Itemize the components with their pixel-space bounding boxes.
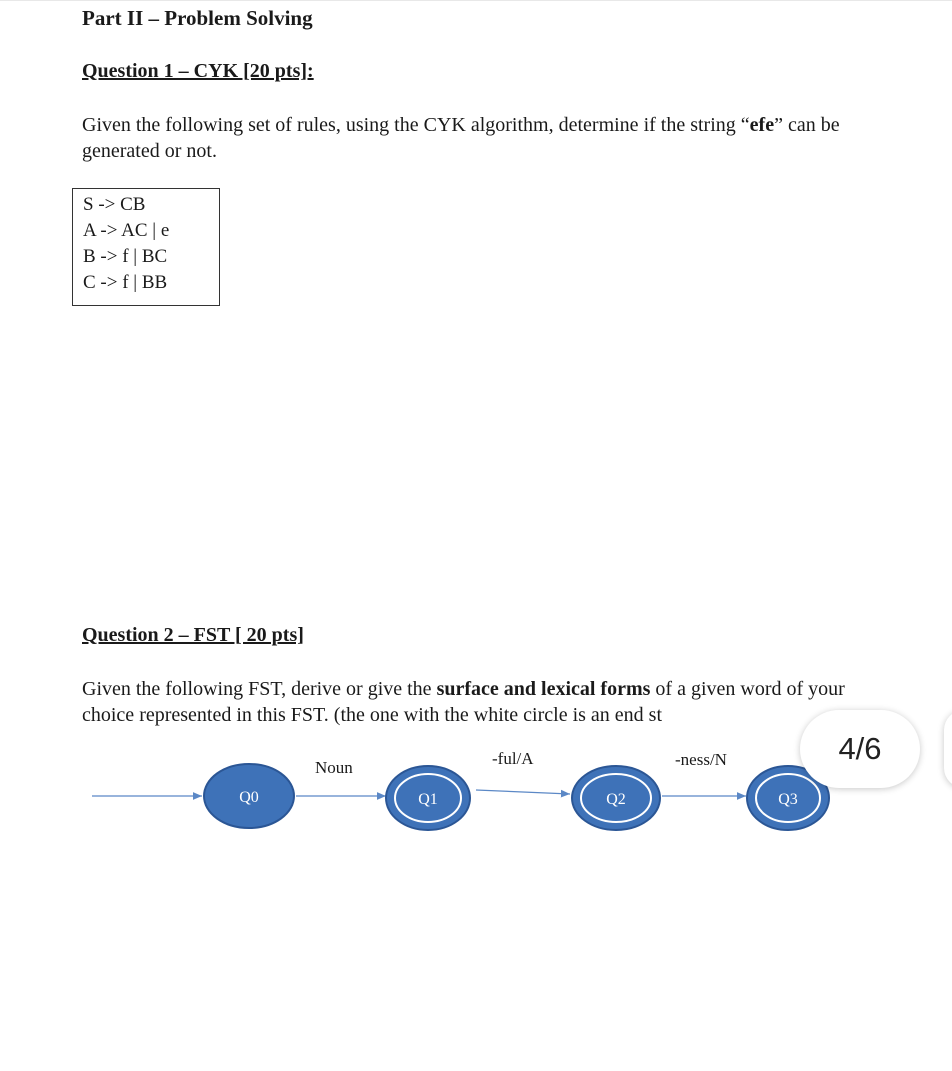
top-divider: [0, 0, 952, 1]
grammar-rule: C -> f | BB: [83, 272, 168, 293]
grammar-rule: S -> CB: [83, 194, 146, 215]
question-2-title: Question 2 – FST [ 20 pts]: [82, 624, 304, 646]
grammar-rule: A -> AC | e: [83, 220, 170, 241]
transition-label-ness: -ness/N: [675, 750, 727, 769]
question-2-text: [82, 676, 894, 728]
section-heading: Part II – Problem Solving: [82, 6, 313, 30]
q2-text-before: Given the following FST, derive or give the: [82, 678, 437, 700]
state-q0-label: Q0: [239, 789, 259, 806]
q2-text-after: of a given word of your choice represented in this FST. (the one with the white circle is an end st: [82, 678, 845, 726]
question-1-text: [82, 112, 902, 164]
grammar-rule: B -> f | BC: [83, 246, 168, 267]
q2-bold-phrase: surface and lexical forms: [436, 678, 651, 700]
q1-text-after: ” can be generated or not.: [82, 114, 840, 162]
transition-arrow-q1-q2: [476, 790, 570, 794]
question-1-title: Question 1 – CYK [20 pts]:: [82, 60, 314, 82]
next-page-handle[interactable]: [944, 710, 952, 788]
q1-text-before: Given the following set of rules, using the CYK algorithm, determine if the string “: [82, 114, 750, 136]
q1-target-string: efe: [749, 114, 775, 136]
transition-label-ful: -ful/A: [492, 749, 534, 768]
state-q1-label: Q1: [418, 791, 438, 808]
state-q2-label: Q2: [606, 791, 626, 808]
grammar-rules-box: [72, 188, 220, 306]
transition-label-noun: Noun: [315, 758, 353, 777]
page-indicator: 4/6: [800, 710, 920, 788]
state-q3-label: Q3: [778, 791, 798, 808]
